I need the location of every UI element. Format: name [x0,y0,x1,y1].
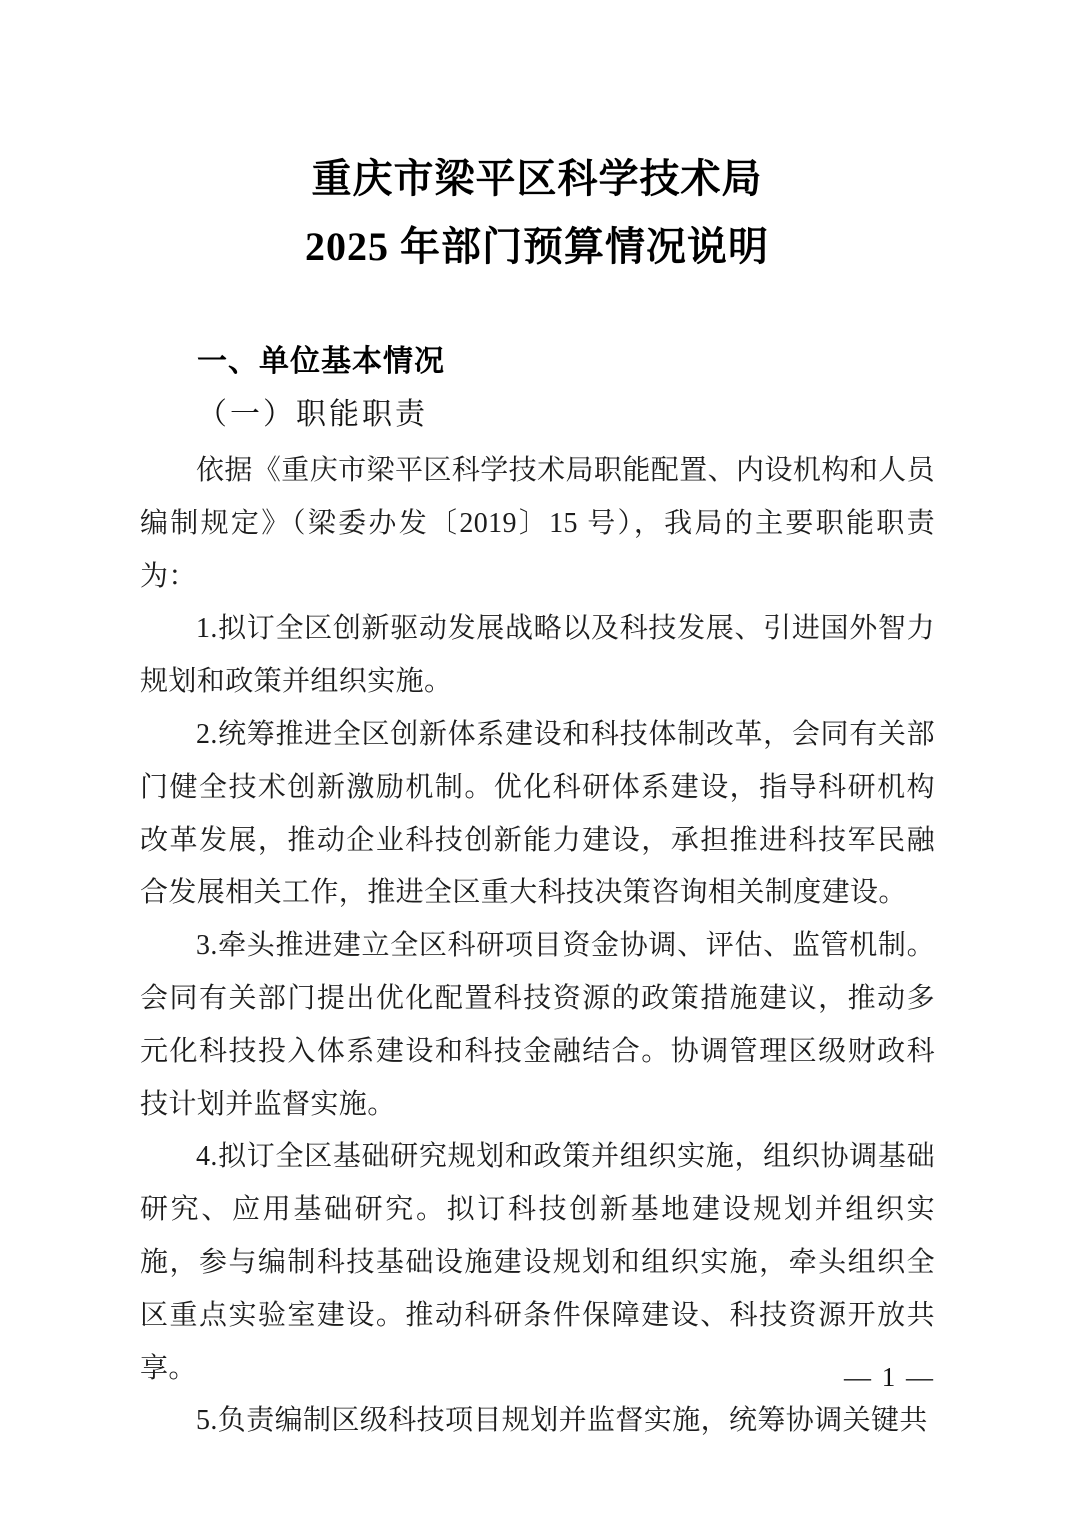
subsection-heading-duties: （一）职能职责 [197,398,428,431]
paragraph-intro: 依据《重庆市梁平区科学技术局职能配置、内设机构和人员编制规定》（梁委办发〔2019〕15 号），我局的主要职能职责为： [140,455,935,592]
paragraph-duty-1: 1.拟订全区创新驱动发展战略以及科技发展、引进国外智力规划和政策并组织实施。 [140,613,935,698]
document-title-line1: 重庆市梁平区科学技术局 [311,156,763,201]
paragraph-duty-4: 4.拟订全区基础研究规划和政策并组织实施，组织协调基础研究、应用基础研究。拟订科技创新基地建设规划并组织实施，参与编制科技基础设施建设规划和组织实施，牵头组织全区重点实验室建设。推动科研条件保障建设、科技资源开放共享。 [140,1141,935,1384]
paragraph-duty-3: 3.牵头推进建立全区科研项目资金协调、评估、监管机制。会同有关部门提出优化配置科技资源的政策措施建议，推动多元化科技投入体系建设和科技金融结合。协调管理区级财政科技计划并监督实施。 [140,930,935,1120]
document-title-line2: 2025 年部门预算情况说明 [305,224,769,269]
document-body [140,445,935,1448]
paragraph-duty-2: 2.统筹推进全区创新体系建设和科技体制改革，会同有关部门健全技术创新激励机制。优化科研体系建设，指导科研机构改革发展，推动企业科技创新能力建设，承担推进科技军民融合发展相关工作，推进全区重大科技决策咨询相关制度建设。 [140,718,935,909]
section-heading-basic-info: 一、单位基本情况 [197,345,445,378]
page-number: — 1 — [844,1362,935,1392]
paragraph-duty-5-truncated: 5.负责编制区级科技项目规划并监督实施，统筹协调关键共 [196,1405,928,1437]
